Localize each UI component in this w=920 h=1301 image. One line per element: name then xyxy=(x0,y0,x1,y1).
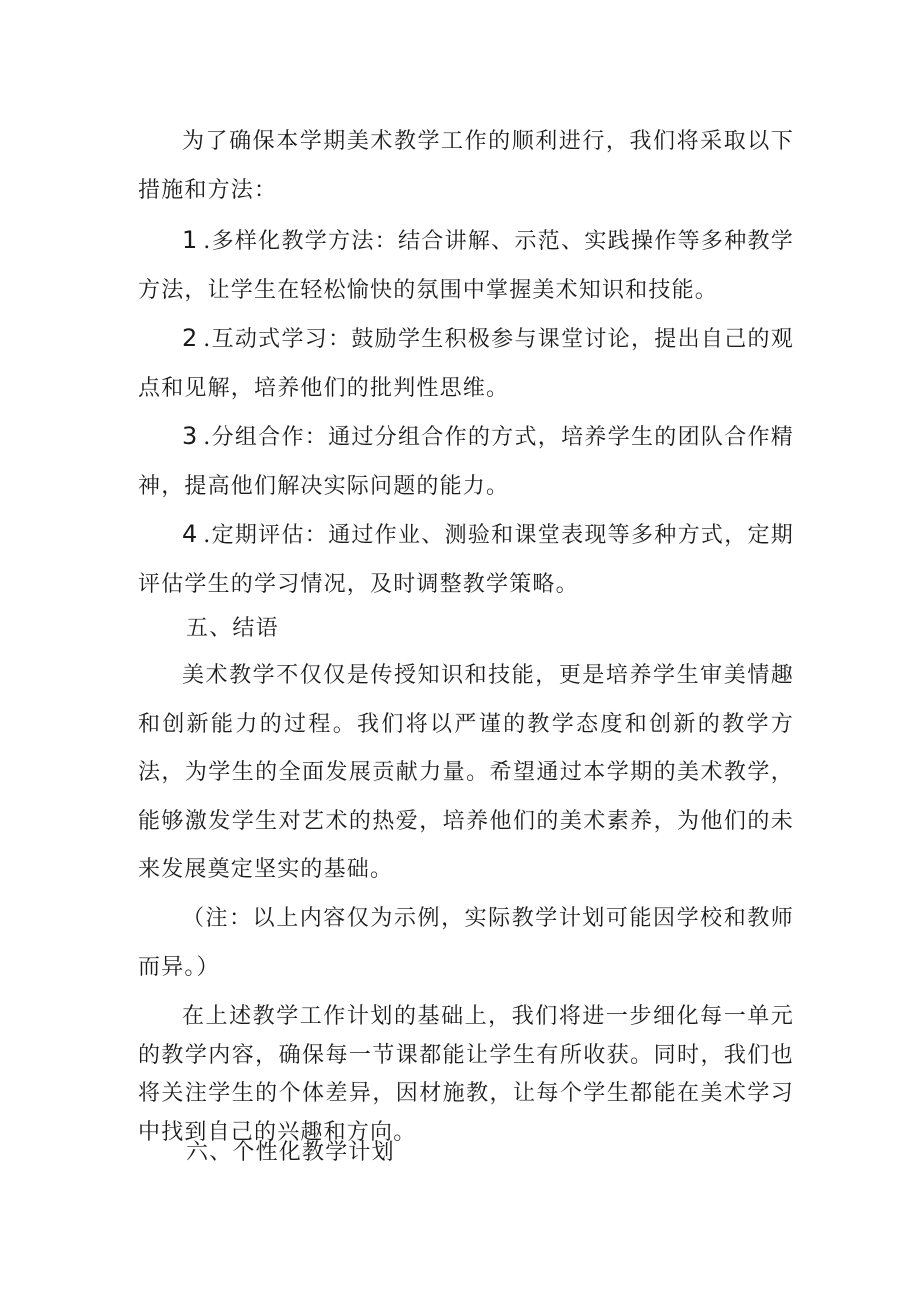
method-number-3: 3 xyxy=(182,422,198,450)
section-5-heading: 五、结语 xyxy=(186,616,279,641)
method-text-1: .多样化教学方法：结合讲解、示范、实践操作等多种教学方法，让学生在轻松愉快的氛围中掌握美术知识和技能。 xyxy=(138,229,794,303)
conclusion-paragraph: 美术教学不仅仅是传授知识和技能，更是培养学生审美情趣和创新能力的过程。我们将以严谨的教学态度和创新的教学方法，为学生的全面发展贡献力量。希望通过本学期的美术教学，能够激发学生对艺术的热爱，培养他们的美术素养，为他们的未来发展奠定坚实的基础。 xyxy=(138,663,794,882)
method-item-3 xyxy=(138,412,794,511)
method-item-2 xyxy=(138,314,794,413)
method-text-3: .分组合作：通过分组合作的方式，培养学生的团队合作精神，提高他们解决实际问题的能力。 xyxy=(138,425,794,499)
method-text-4: .定期评估：通过作业、测验和课堂表现等多种方式，定期评估学生的学习情况，及时调整教学策略。 xyxy=(138,523,794,597)
intro-paragraph: 为了确保本学期美术教学工作的顺利进行，我们将采取以下措施和方法： xyxy=(138,129,794,203)
method-number-2: 2 xyxy=(182,324,198,352)
method-item-4 xyxy=(138,510,794,609)
method-text-2: .互动式学习：鼓励学生积极参与课堂讨论，提出自己的观点和见解，培养他们的批判性思维。 xyxy=(138,327,794,401)
extension-paragraph: 在上述教学工作计划的基础上，我们将进一步细化每一单元的教学内容，确保每一节课都能让学生有所收获。同时，我们也将关注学生的个体差异，因材施教，让每个学生都能在美术学习中找到自己的兴趣和方向。 xyxy=(138,1004,794,1145)
section-6-heading: 六、个性化教学计划 xyxy=(186,1140,395,1165)
method-number-1: 1 xyxy=(182,226,198,254)
note-paragraph: （注：以上内容仅为示例，实际教学计划可能因学校和教师而异。） xyxy=(138,906,794,980)
method-number-4: 4 xyxy=(182,520,198,548)
method-item-1 xyxy=(138,216,794,315)
